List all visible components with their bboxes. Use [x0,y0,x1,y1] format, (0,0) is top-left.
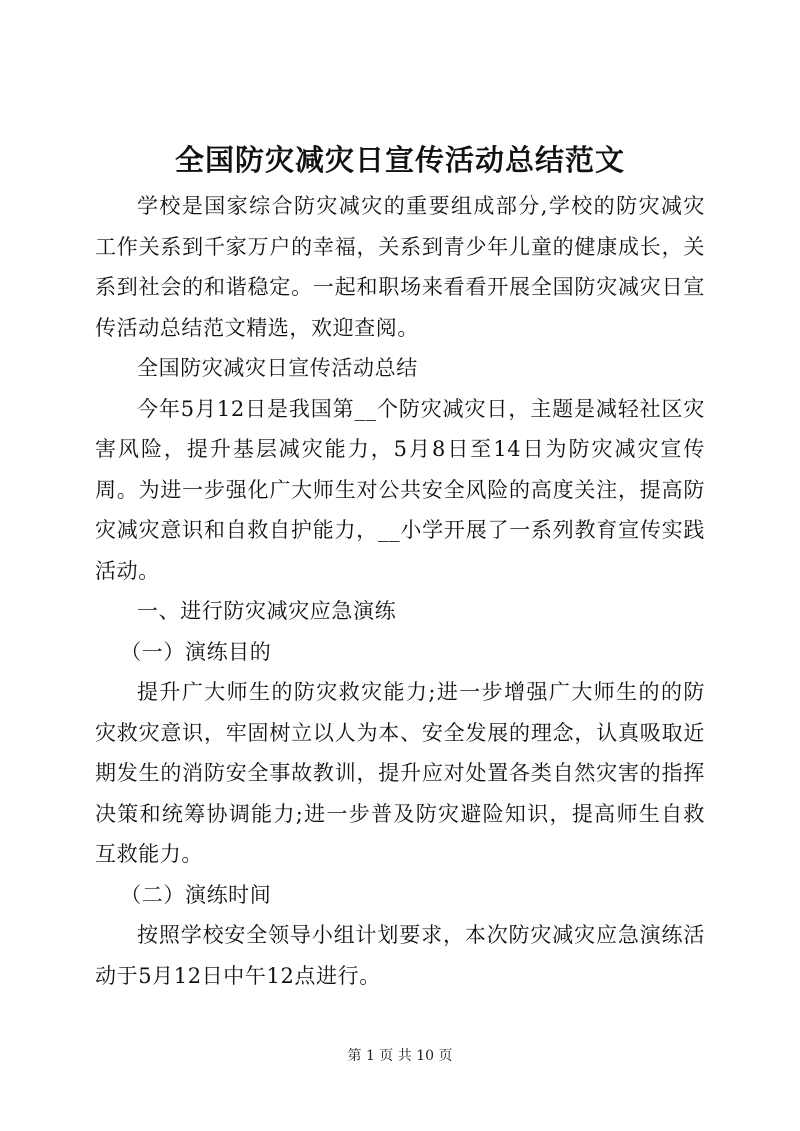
body-paragraph: 今年5月12日是我国第__个防灾减灾日，主题是减轻社区灾害风险，提升基层减灾能力，5月8日至14日为防灾减灾宣传周。为进一步强化广大师生对公共安全风险的高度关注，提高防灾减灾意识和自救自护能力，__小学开展了一系列教育宣传实践活动。 [95,396,705,583]
body-paragraph: 提升广大师生的防灾救灾能力;进一步增强广大师生的的防灾救灾意识，牢固树立以人为本、安全发展的理念，认真吸取近期发生的消防安全事故教训，提升应对处置各类自然灾害的指挥决策和统筹协调能力;进一步普及防灾避险知识，提高师生自救互救能力。 [95,680,705,866]
document-body [95,186,705,996]
page-number-footer: 第 1 页 共 10 页 [347,1048,453,1064]
intro-paragraph: 学校是国家综合防灾减灾的重要组成部分,学校的防灾减灾工作关系到千家万户的幸福，关系到青少年儿童的健康成长，关系到社会的和谐稳定。一起和职场来看看开展全国防灾减灾日宣传活动总结范文精选，欢迎查阅。 [95,194,705,340]
section-heading-1: 一、进行防灾减灾应急演练 [137,599,397,623]
page-title: 全国防灾减灾日宣传活动总结范文 [174,143,625,177]
subsection-heading-1: （一）演练目的 [120,639,272,664]
body-paragraph: 按照学校安全领导小组计划要求，本次防灾减灾应急演练活动于5月12日中午12点进行。 [95,923,705,988]
section-heading: 全国防灾减灾日宣传活动总结 [137,356,418,380]
subsection-heading-2: （二）演练时间 [120,882,272,907]
